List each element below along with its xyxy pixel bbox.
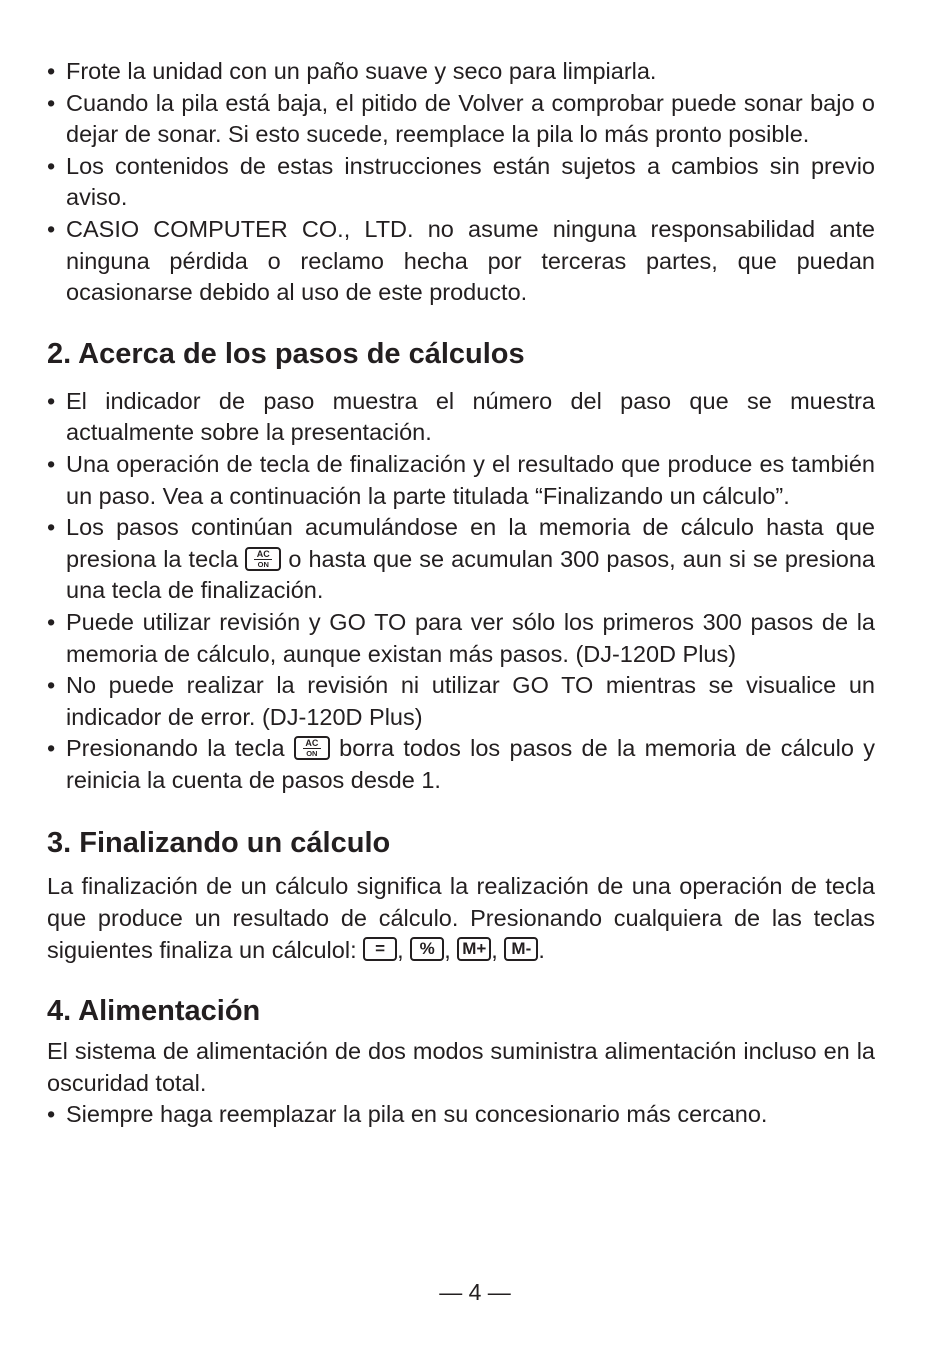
separator: , xyxy=(491,936,505,963)
item-text-before: Presionando la tecla xyxy=(66,735,294,762)
item-text-before: Los pasos continúan acumulándose en la memoria de cálculo hasta que presiona la tecla xyxy=(66,514,875,572)
section-4-list xyxy=(47,1099,875,1131)
key-label-on: ON xyxy=(306,749,318,759)
m-minus-key-icon: M- xyxy=(504,937,538,961)
separator: , xyxy=(444,936,458,963)
manual-page xyxy=(47,56,875,1131)
section-4-paragraph: El sistema de alimentación de dos modos suministra alimentación incluso en la oscuridad total. xyxy=(47,1038,875,1096)
key-label-ac: AC xyxy=(303,739,321,749)
ac-on-key-icon xyxy=(294,736,330,760)
end-period: . xyxy=(538,936,545,963)
separator: , xyxy=(397,936,411,963)
list-item: • Frote la unidad con un paño suave y seco para limpiarla. xyxy=(47,56,875,88)
list-item: • No puede realizar la revisión ni utilizar GO TO mientras se visualice un indicador de error. (DJ-120D Plus) xyxy=(47,670,875,733)
list-item xyxy=(47,512,875,607)
section-3-title: 3. Finalizando un cálculo xyxy=(47,827,391,860)
key-label-ac: AC xyxy=(254,550,272,560)
page-number: — 4 — xyxy=(439,1279,511,1305)
section-2-title: 2. Acerca de los pasos de cálculos xyxy=(47,337,525,370)
m-plus-key-icon: M+ xyxy=(457,937,491,961)
list-item: • Una operación de tecla de finalización y el resultado que produce es también un paso. Vea a continuación la parte titulada “Finalizando un cálculo”. xyxy=(47,449,875,512)
section-3-paragraph xyxy=(47,871,875,966)
section-4-title: 4. Alimentación xyxy=(47,995,261,1028)
section-2-list xyxy=(47,386,875,797)
key-label-on: ON xyxy=(257,559,269,569)
list-item: • Siempre haga reemplazar la pila en su concesionario más cercano. xyxy=(47,1099,875,1131)
percent-key-icon: % xyxy=(410,937,444,961)
equals-key-icon: = xyxy=(363,937,397,961)
list-item: • CASIO COMPUTER CO., LTD. no asume ninguna responsabilidad ante ninguna pérdida o reclamo hecha por terceras partes, que puedan ocasionarse debido al uso de este producto. xyxy=(47,214,875,309)
item-text-after: o hasta que se acumulan 300 pasos, aun si se presiona una tecla de finalización. xyxy=(66,545,875,604)
ac-on-key-icon xyxy=(245,547,281,571)
item-text-after: borra todos los pasos de la memoria de cálculo y reinicia la cuenta de pasos desde 1. xyxy=(66,735,875,793)
intro-list xyxy=(47,56,875,309)
section-3-text: La finalización de un cálculo significa la realización de una operación de tecla que produce un resultado de cálculo. Presionando cualquiera de las teclas siguientes finaliza un cálculol: xyxy=(47,873,875,963)
list-item: • Puede utilizar revisión y GO TO para ver sólo los primeros 300 pasos de la memoria de cálculo, aunque existan más pasos. (DJ-120D Plus) xyxy=(47,607,875,670)
list-item: • Cuando la pila está baja, el pitido de Volver a comprobar puede sonar bajo o dejar de sonar. Si esto sucede, reemplace la pila lo más pronto posible. xyxy=(47,88,875,151)
list-item xyxy=(47,733,875,796)
list-item: • Los contenidos de estas instrucciones están sujetos a cambios sin previo aviso. xyxy=(47,151,875,214)
list-item: • El indicador de paso muestra el número del paso que se muestra actualmente sobre la presentación. xyxy=(47,386,875,449)
